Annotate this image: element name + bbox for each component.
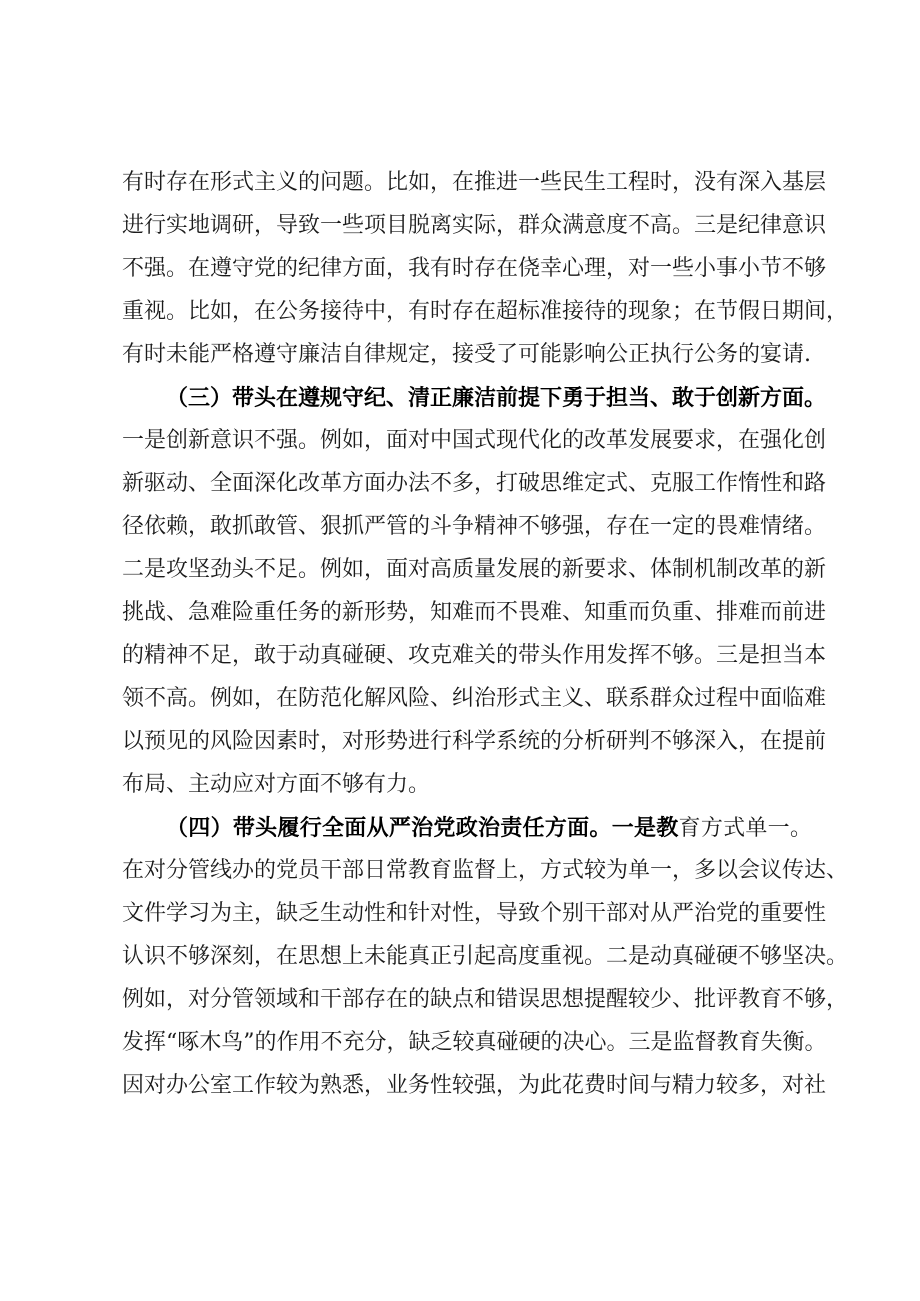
paragraph-1-line-2: 进行实地调研，导致一些项目脱离实际，群众满意度不高。三是纪律意识 (122, 213, 827, 238)
paragraph-2-line-3: 径依赖，敢抓敢管、狠抓严管的斗争精神不够强，存在一定的畏难情绪。 (122, 514, 827, 539)
paragraph-1-line-4: 重视。比如，在公务接待中，有时存在超标准接待的现象；在节假日期间， (122, 299, 849, 324)
paragraph-3-line-6: 因对办公室工作较为熟悉，业务性较强，为此花费时间与精力较多，对社 (122, 1073, 827, 1098)
paragraph-2-line-8: 以预见的风险因素时，对形势进行科学系统的分析研判不够深入，在提前 (122, 729, 827, 754)
paragraph-1-line-5: 有时未能严格遵守廉洁自律规定，接受了可能影响公正执行公务的宴请. (122, 342, 811, 367)
paragraph-2-line-7: 领不高。例如，在防范化解风险、纠治形式主义、联系群众过程中面临难 (122, 686, 827, 711)
paragraph-3-line-5: 发挥“啄木鸟”的作用不充分，缺乏较真碰硬的决心。三是监督教育失衡。 (122, 1030, 827, 1055)
paragraph-2-line-6: 的精神不足，敢于动真碰硬、攻克难关的带头作用发挥不够。三是担当本 (122, 643, 827, 668)
paragraph-3-line-4: 例如，对分管领域和干部存在的缺点和错误思想提醒较少、批评教育不够， (122, 987, 849, 1012)
paragraph-2-line-9: 布局、主动应对方面不够有力。 (122, 772, 431, 797)
paragraph-2-line-1: 一是创新意识不强。例如，面对中国式现代化的改革发展要求，在强化创 (122, 428, 827, 453)
paragraph-2-line-2: 新驱动、全面深化改革方面办法不多，打破思维定式、克服工作惰性和路 (122, 471, 827, 496)
paragraph-3-line-2: 文件学习为主，缺乏生动性和针对性，导致个别干部对从严治党的重要性 (122, 901, 827, 926)
paragraph-1-line-1: 有时存在形式主义的问题。比如，在推进一些民生工程时，没有深入基层 (122, 170, 827, 195)
paragraph-3-heading-line (166, 808, 812, 848)
paragraph-1-line-3: 不强。在遵守党的纪律方面，我有时存在侥幸心理，对一些小事小节不够 (122, 256, 827, 281)
paragraph-3-heading: （四）带头履行全面从严治党政治责任方面。 (166, 815, 612, 841)
paragraph-3-line-1: 在对分管线办的党员干部日常教育监督上，方式较为单一，多以会议传达、 (122, 858, 849, 883)
paragraph-3-heading-tail: 育方式单一。 (678, 816, 812, 841)
paragraph-3-heading-tail-bold: 一是教 (611, 815, 679, 841)
paragraph-2-line-5: 挑战、急难险重任务的新形势，知难而不畏难、知重而负重、排难而前进 (122, 600, 827, 625)
paragraph-3-line-3: 认识不够深刻，在思想上未能真正引起高度重视。二是动真碰硬不够坚决。 (122, 944, 849, 969)
paragraph-2-heading: （三）带头在遵规守纪、清正廉洁前提下勇于担当、敢于创新方面。 (166, 385, 827, 411)
paragraph-2-line-4: 二是攻坚劲头不足。例如，面对高质量发展的新要求、体制机制改革的新 (122, 557, 827, 582)
